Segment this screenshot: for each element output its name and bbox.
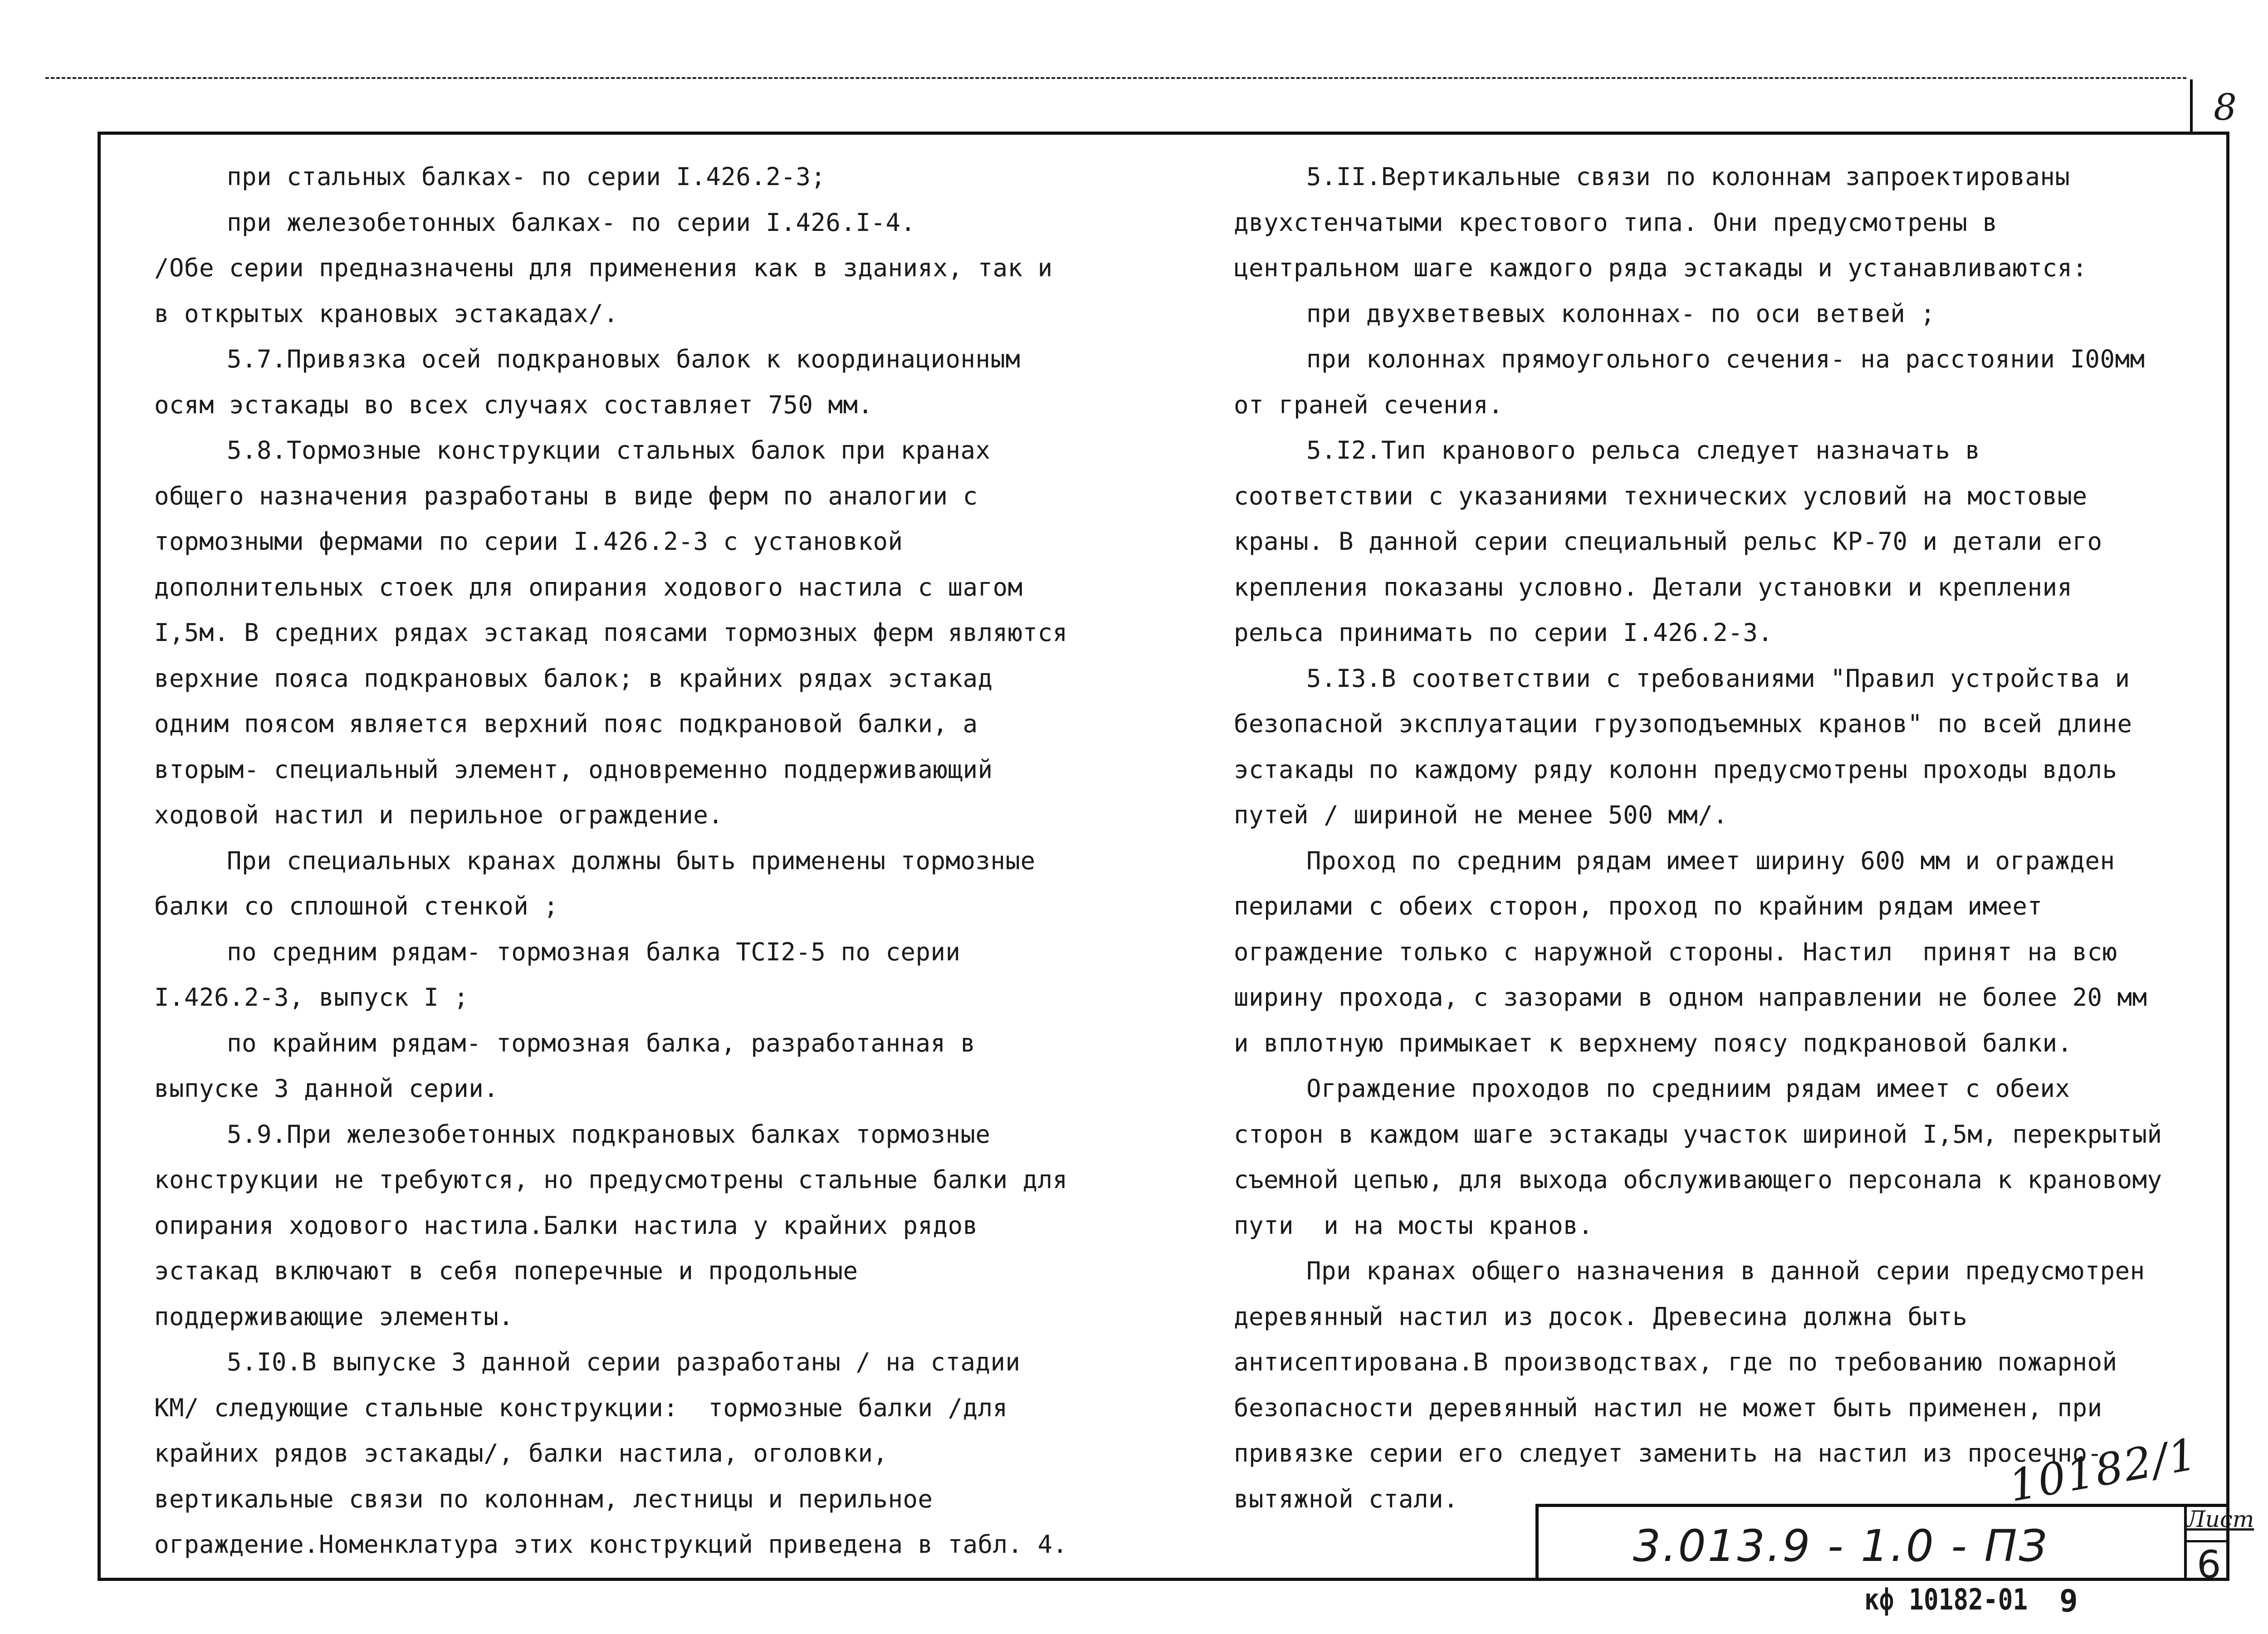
- sheet-label: Лист: [2186, 1506, 2254, 1532]
- paragraph: при колоннах прямоугольного сечения- на расстоянии I00мм от граней сечения.: [1234, 345, 2160, 419]
- left-text-column: [154, 154, 1083, 1568]
- top-dashed-line: [45, 77, 2186, 79]
- right-text-column: [1234, 154, 2177, 1522]
- paragraph: Ограждение проходов по средниим рядам имеет с обеих сторон в каждом шаге эстакады участок шириной I,5м, перекрытый съемной цепью, для выхода обслуживающего персонала к крановому пути и на мосты кранов.: [1234, 1074, 2177, 1240]
- paragraph: при железобетонных балках- по серии I.426.I-4.: [227, 208, 916, 237]
- paragraph: 5.9.При железобетонных подкрановых балках тормозные конструкции не требуются, но предусмотрены стальные балки для опирания ходового настила.Балки настила у крайних рядов эстакад включают в себя поперечные и продольные поддерживающие элементы.: [154, 1120, 1083, 1331]
- paragraph: При кранах общего назначения в данной серии предусмотрен деревянный настил из досок. Древесина должна быть антисептирована.В производствах, где по требованию пожарной безопасности деревянный настил не может быть применен, при привязке серии его следует заменить на настил из просечно-вытяжной стали.: [1234, 1257, 2160, 1513]
- top-sheet-number: 8: [2214, 86, 2237, 128]
- paragraph: Проход по средним рядам имеет ширину 600 мм и огражден перилами с обеих сторон, проход по крайним рядам имеет ограждение только с наружной стороны. Настил принят на всю ширину прохода, с зазорами в одном направлении не более 20 мм и вплотную примыкает к верхнему поясу подкрановой балки.: [1234, 846, 2162, 1057]
- footer-code: кф 10182-01: [1864, 1583, 2028, 1617]
- paragraph: 5.I2.Тип кранового рельса следует назначать в соответствии с указаниями технических условий на мостовые краны. В данной серии специальный рельс КР-70 и детали его крепления показаны условно. Детали установки и крепления рельса принимать по серии I.426.2-3.: [1234, 436, 2117, 647]
- paragraph: при стальных балках- по серии I.426.2-3;: [227, 162, 826, 191]
- paragraph: /Обе серии предназначены для применения как в зданиях, так и в открытых крановых эстакадах/.: [154, 254, 1068, 328]
- paragraph: по средним рядам- тормозная балка ТСI2-5 по серии I.426.2-3, выпуск I ;: [154, 937, 976, 1012]
- sheet-number: 6: [2197, 1542, 2221, 1587]
- handwritten-number: 10182/1: [2005, 1428, 2202, 1512]
- paragraph: 5.I3.В соответствии с требованиями "Правил устройства и безопасной эксплуатации грузоподъемных кранов" по всей длине эстакады по каждому ряду колонн предусмотрены проходы вдоль путей / шириной не менее 500 мм/.: [1234, 664, 2147, 829]
- paragraph: при двухветвевых колоннах- по оси ветвей ;: [1306, 299, 1936, 328]
- footer-page-number: 9: [2059, 1583, 2078, 1619]
- paragraph: При специальных кранах должны быть применены тормозные балки со сплошной стенкой ;: [154, 846, 1051, 920]
- paragraph: 5.8.Тормозные конструкции стальных балок при кранах общего назначения разработаны в виде ферм по аналогии с тормозными фермами по серии I.426.2-3 с установкой дополнительных стоек для опирания ходового настила с шагом I,5м. В средних рядах эстакад поясами тормозных ферм являются верхние пояса подкрановых балок; в крайних рядах эстакад одним поясом является верхний пояс подкрановой балки, а вторым- специальный элемент, одновременно поддерживающий ходовой настил и перильное ограждение.: [154, 436, 1083, 829]
- paragraph: по крайним рядам- тормозная балка, разработанная в выпуске 3 данной серии.: [154, 1028, 991, 1103]
- paragraph: 5.7.Привязка осей подкрановых балок к координационным осям эстакады во всех случаях составляет 750 мм.: [154, 345, 1036, 419]
- paragraph: 5.II.Вертикальные связи по колоннам запроектированы двухстенчатыми крестового типа. Они предусмотрены в центральном шаге каждого ряда эстакады и устанавливаются:: [1234, 162, 2087, 282]
- paragraph: 5.I0.В выпуске 3 данной серии разработаны / на стадии КМ/ следующие стальные конструкции: тормозные балки /для крайних рядов эстакады/, балки настила, оголовки, вертикальные связи по колоннам, лестницы и перильное ограждение.Номенклатура этих конструкций приведена в табл. 4.: [154, 1348, 1068, 1559]
- document-code: 3.013.9 - 1.0 - ПЗ: [1633, 1521, 2049, 1571]
